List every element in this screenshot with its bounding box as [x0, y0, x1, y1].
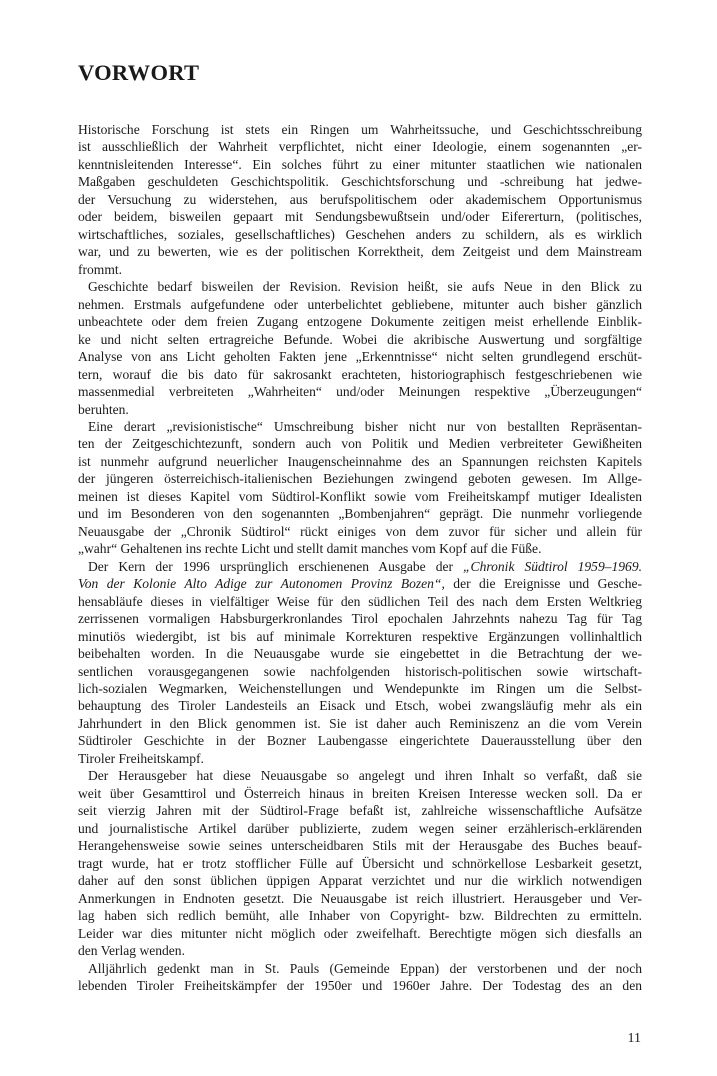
text-line: Geschichte bedarf bisweilen der Revision. Revision heißt, sie aufs Neue in den Blick zu — [88, 279, 642, 295]
text-line: ten der Zeitgeschichtezunft, sondern auch von Politik und Medien verbreiteter Gewißheiten — [78, 436, 642, 452]
text-line: Tiroler Freiheitskampf. — [78, 750, 204, 766]
text-line: Alljährlich gedenkt man in St. Pauls (Gemeinde Eppan) der verstorbenen und der noch — [88, 960, 642, 976]
text-line: ke und nicht selten ertragreiche Befunde. Wobei die akribische Auswertung und sorgfältige — [78, 331, 642, 347]
text-line: ist ausschließlich der Wahrheit verpflichtet, nicht einer Ideologie, einem sogenannten „er- — [78, 139, 642, 155]
paragraph — [78, 418, 642, 558]
text-line: seit vierzig Jahren mit der Südtirol-Frage befaßt ist, zahlreiche wissenschaftliche Aufsätze — [78, 803, 642, 819]
text-line: behauptung des Tiroler Landesteils an Eisack und Etsch, wobei zwangsläufig mehr als ein — [78, 698, 642, 714]
text-line: sentlichen vorausgegangenen sowie nachfolgenden historisch-politischen sowie wirtschaft- — [78, 663, 642, 679]
paragraph — [78, 121, 642, 278]
text-line: tragt wurde, hat er trotz stofflicher Fülle auf Übersicht und schnörkellose Lesbarkeit gesetzt, — [78, 855, 642, 871]
paragraph — [78, 767, 642, 959]
paragraph — [78, 558, 642, 768]
text-line: Analyse von ans Licht geholten Fakten jene „Erkenntnisse“ nicht selten grundlegend erschüt- — [78, 349, 642, 365]
text-line: wirtschaftliches, soziales, gesellschaftliches) Geschehen anders zu schildern, als es wirklich — [78, 226, 642, 242]
text-line: „wahr“ Gehaltenen ins rechte Licht und stellt damit manches vom Kopf auf die Füße. — [78, 541, 542, 557]
text-line: minutiös wiedergibt, ist bis auf minimale Korrekturen respektive Ergänzungen vollinhaltlich — [78, 628, 642, 644]
text-line: den Verlag wenden. — [78, 943, 185, 959]
text-line: Der Herausgeber hat diese Neuausgabe so angelegt und ihren Inhalt so verfaßt, daß sie — [88, 768, 642, 784]
text-line: zerrissenen vormaligen Habsburgerkronlandes Tirol epochalen Jahrzehnts nahezu Tag für Tag — [78, 611, 642, 627]
text-line: oder beidem, bisweilen gepaart mit Sendungsbewußtsein und/oder Eifererturn, (politisches, — [78, 209, 642, 225]
text-line: nehmen. Erstmals aufgefundene oder unterbelichtet gebliebene, mitunter auch bisher gänzlich — [78, 296, 642, 312]
text-line: Anmerkungen in Endnoten gesetzt. Die Neuausgabe ist reich illustriert. Herausgeber und Ver- — [78, 890, 642, 906]
text-line: Herangehensweise sowie seines unterscheidbaren Stils mit der Herausgabe des Buches beauf- — [78, 838, 642, 854]
text-line: tern, worauf die bis dato für sakrosankt erachteten, historiographisch festgeschriebenen wie — [78, 366, 642, 382]
text-line: lich-sozialen Wegmarken, Weichenstellungen und Wendepunkte im Ringen um die Selbst- — [78, 681, 642, 696]
text-line: Maßgaben geschuldeten Geschichtspolitik. Geschichtsforschung und -schreibung hat jedwe- — [78, 174, 642, 190]
text-line: kenntnisleitenden Interesse“. Ein solches führt zu einer mitunter staatlichen wie nationalen — [78, 156, 642, 172]
text-line: Neuausgabe der „Chronik Südtirol“ rückt einiges von dem zuvor für sicher und allein für — [78, 523, 642, 539]
text-line: Leider war dies mitunter nicht möglich oder zweifelhaft. Berechtigte mögen sich diesfalls an — [78, 925, 642, 941]
text-line: frommt. — [78, 261, 123, 277]
paragraph — [78, 960, 642, 995]
text-line: Südtiroler Geschichte in der Bozner Laubengasse eingerichtete Dauerausstellung über den — [78, 733, 642, 749]
text-line: beibehalten worden. In die Neuausgabe wurde sie eingebettet in die Betrachtung der we- — [78, 646, 642, 662]
text-line: der jüngeren österreichisch-italienischen Beziehungen zwingend geboten gewesen. Im Allge- — [78, 471, 642, 487]
text-line: beruhten. — [78, 401, 129, 417]
text-line: Eine derart „revisionistische“ Umschreibung bisher nicht nur von bestallten Repräsentan- — [88, 418, 642, 434]
text-line: Von der Kolonie Alto Adige zur Autonomen Provinz Bozen“, der die Ereignisse und Gesche- — [78, 576, 642, 592]
text-line: meinen ist dieses Kapitel vom Südtirol-Konflikt sowie vom Freiheitskampf mutiger Idealisten — [78, 488, 642, 504]
text-line: weit über Gesamttirol und Österreich hinaus in breiten Kreisen Interesse wecken soll. Da er — [78, 785, 642, 801]
text-line: hensabläufe dieses in vielfältiger Weise für den südlichen Teil des nach dem Ersten Weltkrieg — [78, 593, 642, 609]
text-line: Der Kern der 1996 ursprünglich erschienenen Ausgabe der „Chronik Südtirol 1959–1969. — [88, 558, 642, 574]
text-line: war, und zu bewerten, wie es der politischen Korrektheit, dem Zeitgeist und dem Mainstream — [78, 244, 642, 260]
text-line: unbeachtete oder dem freien Zugang entzogene Dokumente zeitigen meist erhellende Einblik- — [78, 314, 642, 330]
page-number: 11 — [627, 1031, 641, 1046]
text-line: ist nunmehr aufgrund neuerlicher Inaugenscheinnahme des an Spannungen reichsten Kapitels — [78, 453, 642, 469]
body-text — [78, 121, 642, 994]
text-line: der Versuchung zu widerstehen, aus berufspolitischem oder akademischem Opportunismus — [78, 191, 642, 207]
text-line: lag haben sich redlich bemüht, alle Inhaber von Copyright- bzw. Bildrechten zu ermitteln. — [78, 908, 642, 924]
text-line: Historische Forschung ist stets ein Ringen um Wahrheitssuche, und Geschichtsschreibung — [78, 122, 642, 137]
text-line: lebenden Tiroler Freiheitskämpfer der 1950er und 1960er Jahre. Der Todestag des an den — [78, 977, 642, 993]
page-title: VORWORT — [78, 60, 200, 85]
text-line: daher auf den sonst üblichen üppigen Apparat verzichtet und nur die wirklich notwendigen — [78, 873, 642, 889]
text-line: und journalistische Artikel darüber publizierte, zudem wegen seiner erzählerisch-erklärenden — [78, 820, 642, 836]
text-line: Jahrhundert in den Blick genommen ist. Sie ist daher auch Reminiszenz an die vom Verein — [78, 715, 642, 731]
paragraph — [78, 278, 642, 418]
text-line: massenmedial verbreiteten „Wahrheiten“ und/oder Meinungen respektive „Überzeugungen“ — [78, 384, 642, 400]
text-line: und im Besonderen von den sogenannten „Bombenjahren“ geprägt. Die nunmehr vorliegende — [78, 506, 642, 522]
